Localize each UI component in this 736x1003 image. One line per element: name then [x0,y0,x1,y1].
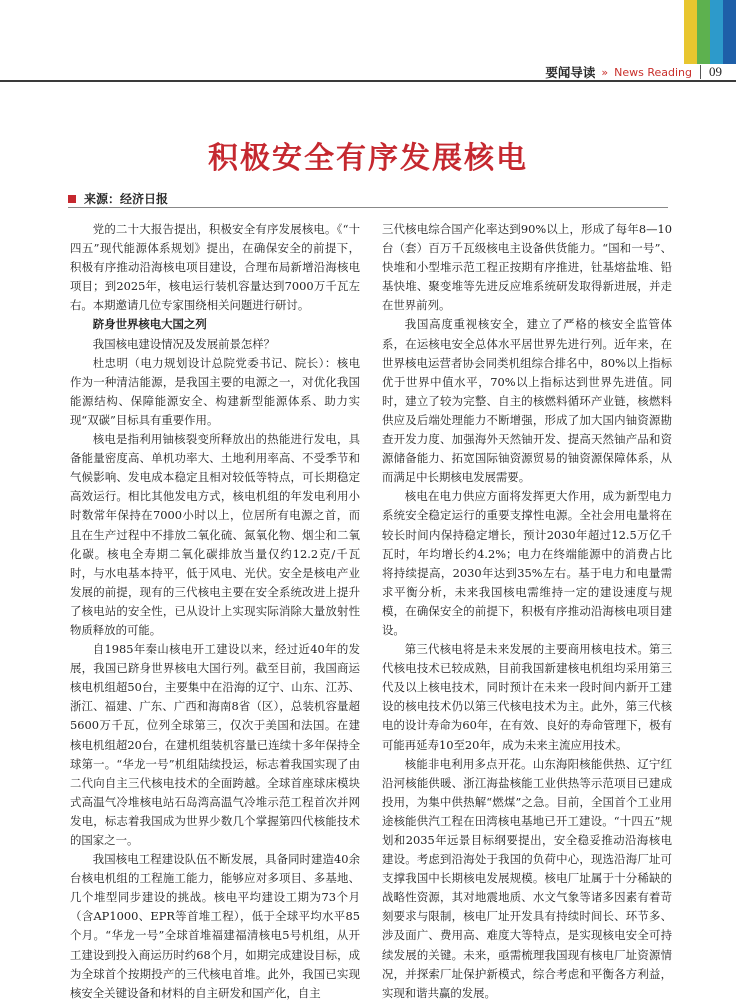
subheading: 跻身世界核电大国之列 [92,317,207,332]
strip-cyan [710,0,723,64]
page-header [545,63,722,81]
right-column [382,220,672,1003]
header-rule [0,80,736,82]
question: 我国核电建设情况及发展前景怎样？ [92,336,276,351]
intro-paragraph: 党的二十大报告提出，积极安全有序发展核电。《“十四五”现代能源体系规划》提出，在确保安全的前提下，积极有序推动沿海核电项目建设，合理布局新增沿海核电项目；到2025年，核电运行装机容量达到7000万千瓦左右。本期邀请几位专家围绕相关问题进行研讨。 [70,222,360,313]
paragraph: 我国核电工程建设队伍不断发展，具备同时建造40余台核电机组的工程施工能力，能够应对多项目、多基地、几个堆型同步建设的挑战。核电平均建设工期为73个月（含AP1000、EPR等首堆工程），低于全球平均水平85个月。“华龙一号”全球首堆福建福清核电5号机组，从开工建设到投入商运历时约68个月，如期完成建设目标，成为全球首个按期投产的三代核电首堆。此外，我国已实现核安全关键设备和材料的自主研发和国产化，自主 [70,852,360,1000]
paragraph: 核电在电力供应方面将发挥更大作用，成为新型电力系统安全稳定运行的重要支撑性电源。全社会用电量将在较长时间内保持稳定增长，预计2030年超过12.5万亿千瓦时，年均增长约4.2%；电力在终端能源中的消费占比将持续提高，2030年达到35%左右。基于电力和电量需求平衡分析，未来我国核电需维持一定的建设速度与规模，在确保安全的前提下，积极有序推动沿海核电项目建设。 [382,489,672,637]
paragraph: 杜忠明（电力规划设计总院党委书记、院长）：核电作为一种清洁能源，是我国主要的电源之一，对优化我国能源结构、保障能源安全、构建新型能源体系、助力实现“双碳”目标具有重要作用。 [70,355,360,427]
source-bar [68,190,668,208]
header-divider [700,65,701,79]
strip-green [697,0,710,64]
strip-yellow [684,0,697,64]
paragraph: 核能非电利用多点开花。山东海阳核能供热、辽宁红沿河核能供暖、浙江海盐核能工业供热等示范项目已建成投用，为集中供热解“燃煤”之急。目前，全国首个工业用途核能供汽工程在田湾核电基地已开工建设。“十四五”规划和2035年远景目标纲要提出，安全稳妥推动沿海核电建设。考虑到沿海处于我国的负荷中心，现选沿海厂址可支撑我国中长期核电发展规模。核电厂址属于十分稀缺的战略性资源，其对地震地质、水文气象等诸多因素有着苛刻要求与限制，核电厂址开发具有持续时间长、环节多、涉及面广、费用高、难度大等特点，是实现核电安全可持续发展的关键。未来，亟需梳理我国现有核电厂址资源情况，并探索厂址保护新模式，综合考虑和平衡各方利益，实现和谐共赢的发展。 [382,756,672,1000]
paragraph: 自1985年秦山核电开工建设以来，经过近40年的发展，我国已跻身世界核电大国行列。截至目前，我国商运核电机组超50台，主要集中在沿海的辽宁、山东、江苏、浙江、福建、广东、广西和海南8省（区），总装机容量超5600万千瓦，位列全球第三，仅次于美国和法国。在建核电机组超20台，在建机组装机容量已连续十多年保持全球第一。“华龙一号”机组陆续投运，标志着我国实现了由二代向自主三代核电技术的全面跨越。全球首座球床模块式高温气冷堆核电站石岛湾高温气冷堆示范工程首次并网发电，标志着我国成为世界少数几个掌握第四代核能技术的国家之一。 [70,642,360,847]
strip-blue [723,0,736,64]
paragraph-continued: 三代核电综合国产化率达到90%以上，形成了每年8—10台（套）百万千瓦级核电主设备供货能力。“国和一号”、快堆和小型堆示范工程正按期有序推进，钍基熔盐堆、铅基快堆、聚变堆等先进反应堆系统研发取得新进展，并走在世界前列。 [382,222,672,313]
section-title-en: News Reading [614,65,692,79]
article-source: 来源：经济日报 [84,192,169,206]
left-column [70,220,360,1003]
double-chevron-icon: » [601,65,609,79]
page-number: 09 [709,64,722,79]
paragraph: 我国高度重视核安全，建立了严格的核安全监管体系，在运核电安全总体水平居世界先进行列。近年来，在世界核电运营者协会同类机组综合排名中，80%以上指标优于世界中值水平，70%以上指标达到世界先进值。同时，建立了较为完整、自主的核燃料循环产业链，核燃料供应及后端处理能力不断增强，形成了加大国内铀资源勘查开发力度、加强海外天然铀开发、提高天然铀产品和资源储备能力、拓宽国际铀资源贸易的铀资源保障体系，从而满足中长期核电发展需要。 [382,317,672,485]
article-title: 积极安全有序发展核电 [208,141,528,176]
paragraph: 核电是指利用铀核裂变所释放出的热能进行发电，具备能量密度高、单机功率大、土地利用率高、不受季节和气候影响、发电成本稳定且相对较低等特点，可长期稳定高效运行。相比其他发电方式，核电机组的年发电利用小时数常年保持在7000小时以上，位居所有电源之首，而且在生产过程中不排放二氧化硫、氮氧化物、烟尘和二氧化碳。核电全寿期二氧化碳排放当量仅约12.2克/千瓦时，与水电基本持平，低于风电、光伏。安全是核电产业发展的前提，现有的三代核电主要在安全系统改进上提升了核电站的安全性，已从设计上实现实际消除大量放射性物质释放的可能。 [70,432,360,637]
section-title: 要闻导读 [545,65,596,80]
red-square-icon [68,195,76,203]
paragraph: 第三代核电将是未来发展的主要商用核电技术。第三代核电技术已较成熟，目前我国新建核电机组均采用第三代及以上核电技术，同时预计在未来一段时间内新开工建设的核电技术仍以第三代核电技术为主。此外，第三代核电的设计寿命为60年，在有效、良好的寿命管理下，极有可能再延寿10至20年，成为未来主流应用技术。 [382,642,672,752]
color-strip [684,0,736,64]
